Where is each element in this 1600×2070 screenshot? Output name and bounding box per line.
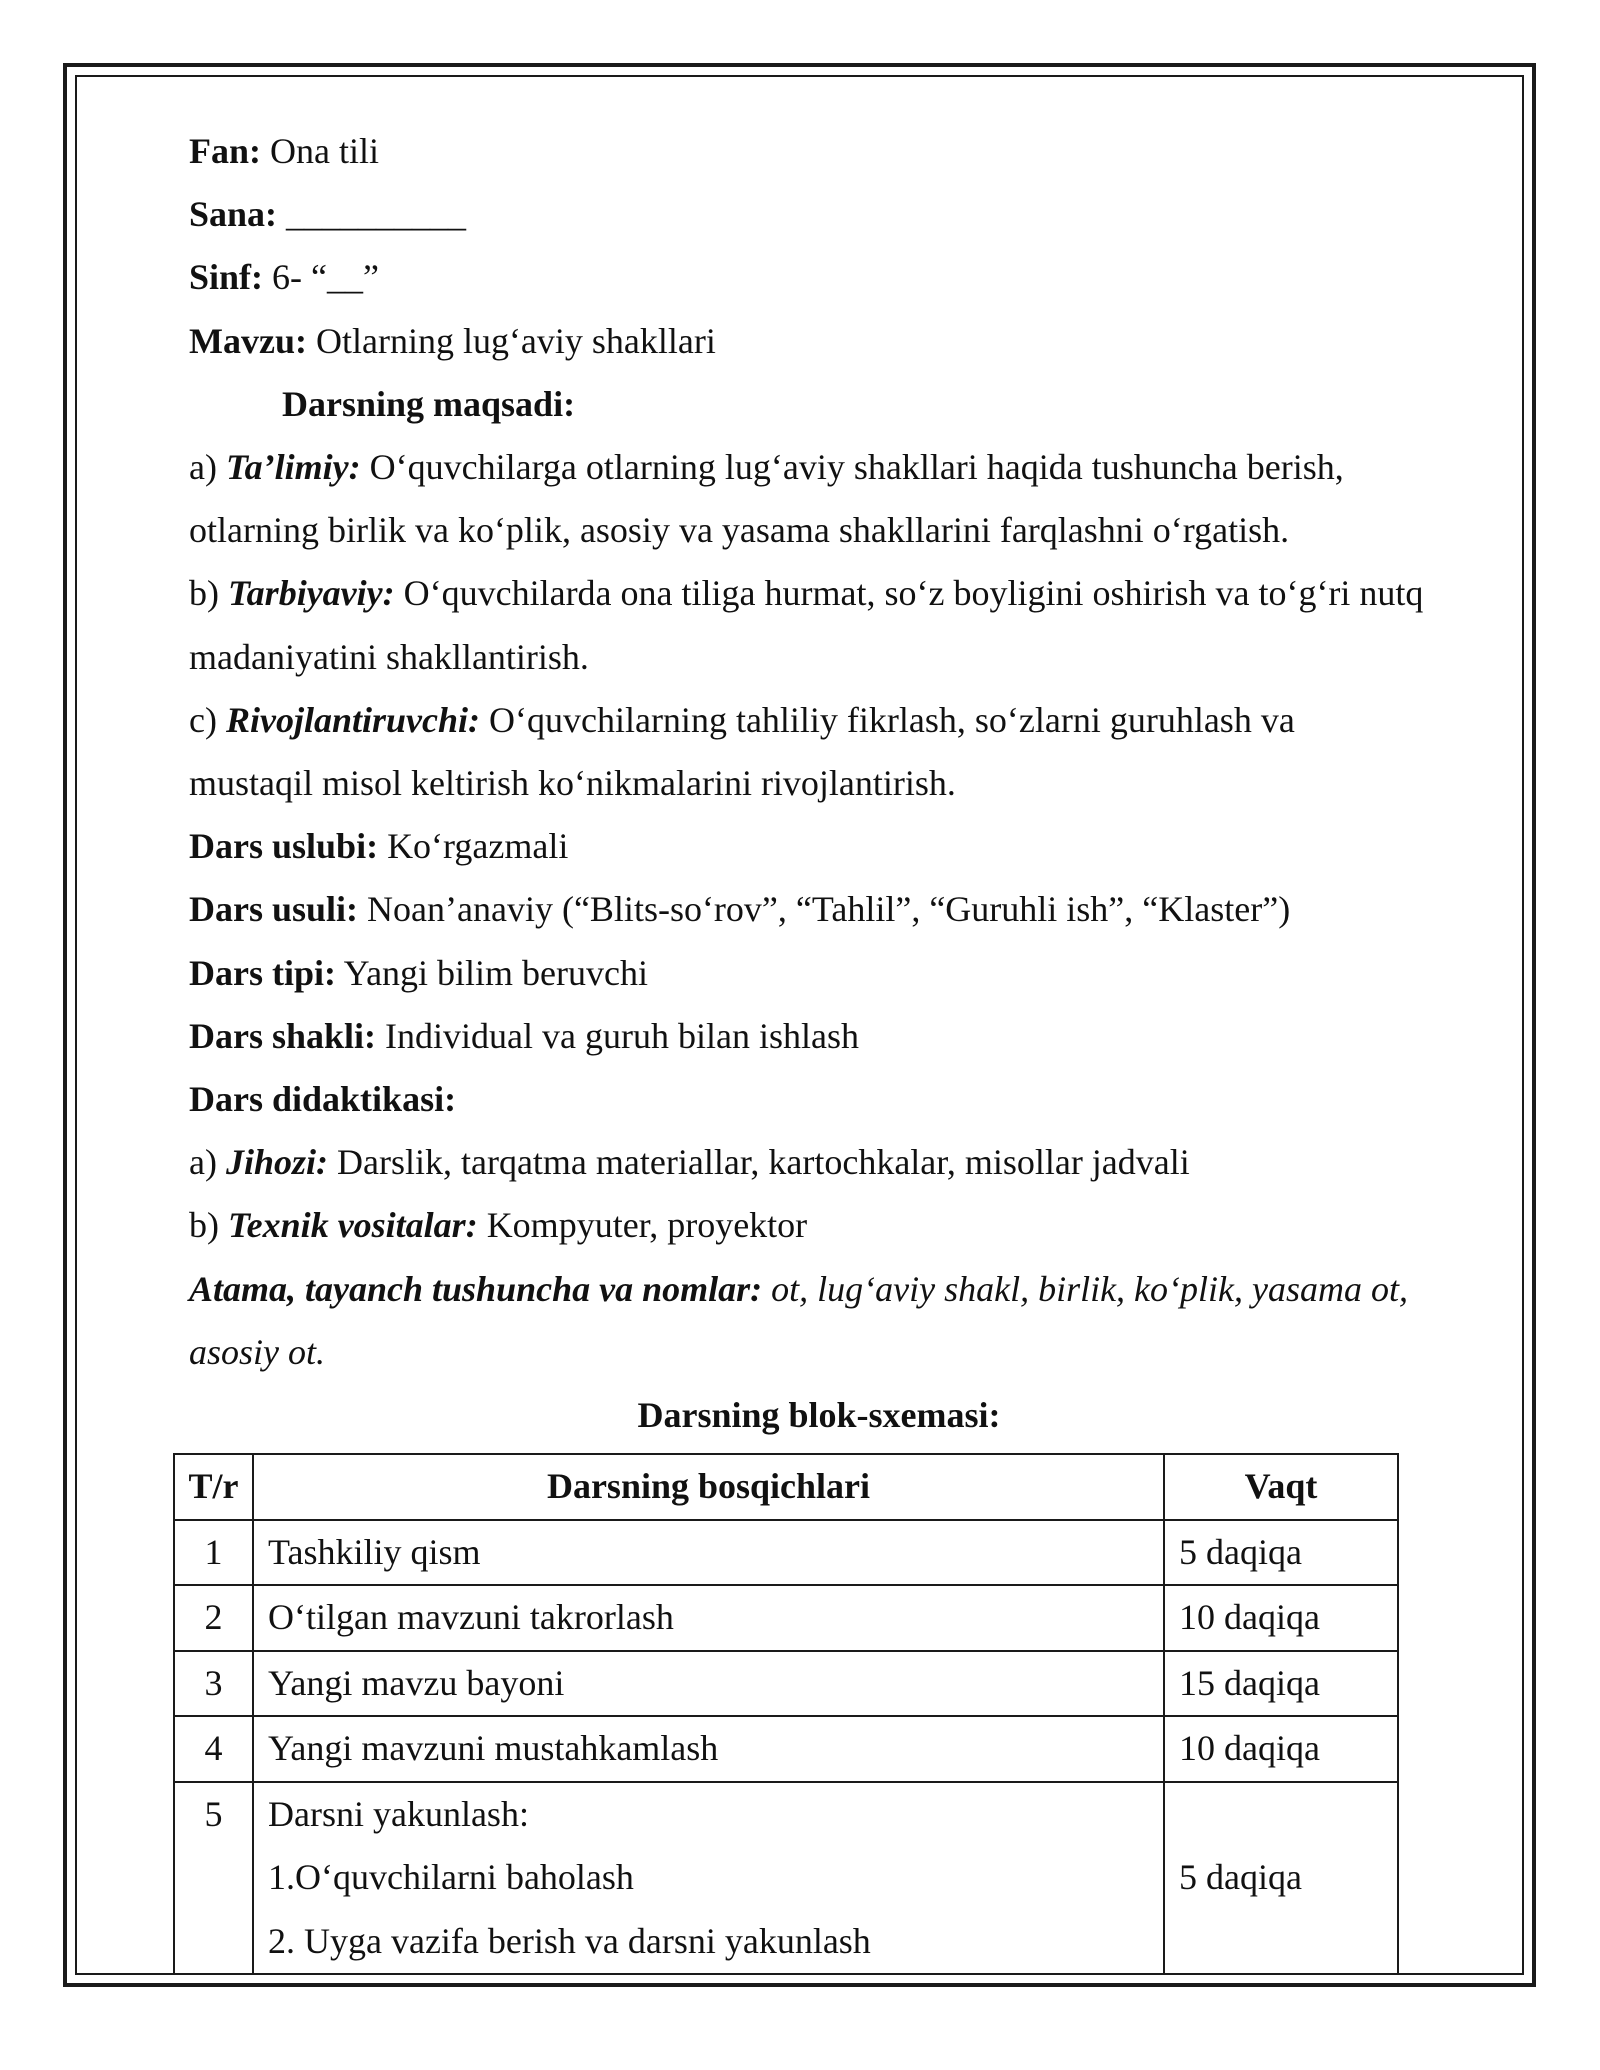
table-row — [174, 1651, 1398, 1717]
technical-means-line: b) Texnik vositalar: Kompyuter, proyektor — [189, 1205, 808, 1246]
goal-upbringing: b) Tarbiyaviy: O‘quvchilarda ona tiliga hurmat, so‘z boyligini oshirish va to‘g‘ri nutq — [189, 573, 1424, 614]
row-stage: O‘tilgan mavzuni takrorlash — [253, 1585, 1164, 1651]
row-time: 10 daqiqa — [1164, 1716, 1398, 1782]
goal-upbringing-cont: madaniyatini shakllantirish. — [189, 636, 589, 677]
date-line: Sana: __________ — [189, 194, 467, 235]
lesson-method: Dars usuli: Noan’anaviy (“Blits-so‘rov”, “Tahlil”, “Guruhli ish”, “Klaster”) — [189, 889, 1291, 930]
row-number: 3 — [174, 1651, 253, 1717]
goal-educational: a) Ta’limiy: O‘quvchilarga otlarning lug‘aviy shakllari haqida tushuncha berish, — [189, 447, 1344, 488]
table-row-final — [174, 1782, 1398, 1975]
subject-line: Fan: Ona tili — [189, 131, 379, 171]
row-stage: Tashkiliy qism — [253, 1520, 1164, 1586]
key-terms-cont: asosiy ot. — [189, 1331, 326, 1372]
row-time: 5 daqiqa — [1164, 1520, 1398, 1586]
equipment-line: a) Jihozi: Darslik, tarqatma materiallar, kartochkalar, misollar jadvali — [189, 1142, 1190, 1183]
lesson-style: Dars uslubi: Ko‘rgazmali — [189, 826, 569, 867]
lesson-type: Dars tipi: Yangi bilim beruvchi — [189, 952, 649, 993]
header-stages: Darsning bosqichlari — [253, 1454, 1164, 1520]
lesson-plan-body — [189, 120, 1449, 1447]
final-stage-item: 1.O‘quvchilarni baholash — [268, 1857, 634, 1897]
table-row — [174, 1585, 1398, 1651]
final-stage-title: Darsni yakunlash: — [268, 1793, 529, 1834]
table-row — [174, 1716, 1398, 1782]
lesson-form: Dars shakli: Individual va guruh bilan ishlash — [189, 1015, 859, 1056]
row-stage: Yangi mavzuni mustahkamlash — [253, 1716, 1164, 1782]
class-line: Sinf: 6- “__” — [189, 257, 379, 298]
row-time: 10 daqiqa — [1164, 1585, 1398, 1651]
goals-heading: Darsning maqsadi: — [282, 383, 576, 424]
row-number: 4 — [174, 1716, 253, 1782]
row-number: 2 — [174, 1585, 253, 1651]
lesson-didactics-heading: Dars didaktikasi: — [189, 1079, 457, 1120]
table-row — [174, 1520, 1398, 1586]
row-time: 15 daqiqa — [1164, 1651, 1398, 1717]
header-time: Vaqt — [1164, 1454, 1398, 1520]
final-stage-item: 2. Uyga vazifa berish va darsni yakunlash — [268, 1920, 871, 1961]
key-terms-line: Atama, tayanch tushuncha va nomlar: ot, lug‘aviy shakl, birlik, ko‘plik, yasama ot, — [189, 1268, 1408, 1309]
row-stage-final — [253, 1782, 1164, 1975]
row-number: 1 — [174, 1520, 253, 1586]
goal-educational-cont: otlarning birlik va ko‘plik, asosiy va yasama shakllarini farqlashni o‘rgatish. — [189, 510, 1290, 551]
table-header-row — [174, 1454, 1398, 1520]
goal-developmental-cont: mustaqil misol keltirish ko‘nikmalarini rivojlantirish. — [189, 763, 956, 804]
row-number: 5 — [174, 1782, 253, 1975]
block-scheme-title: Darsning blok-sxemasi: — [637, 1395, 1001, 1436]
goal-developmental: c) Rivojlantiruvchi: O‘quvchilarning tahliliy fikrlash, so‘zlarni guruhlash va — [189, 699, 1295, 740]
topic-line: Mavzu: Otlarning lug‘aviy shakllari — [189, 320, 716, 361]
header-number: T/r — [174, 1454, 253, 1520]
lesson-stages-table — [173, 1453, 1399, 1975]
row-time: 5 daqiqa — [1164, 1782, 1398, 1975]
row-stage: Yangi mavzu bayoni — [253, 1651, 1164, 1717]
